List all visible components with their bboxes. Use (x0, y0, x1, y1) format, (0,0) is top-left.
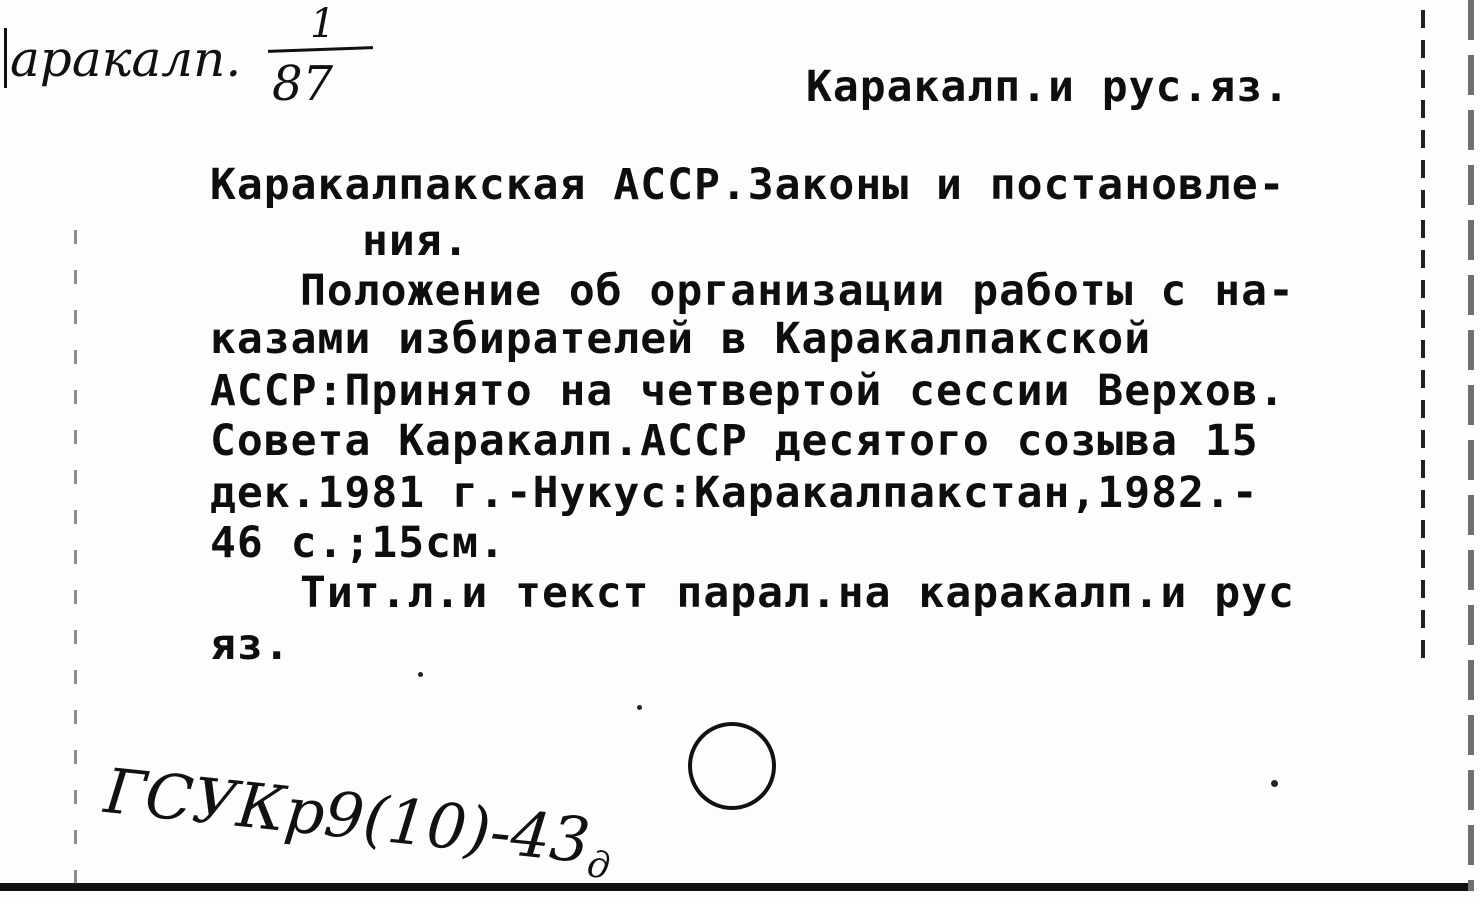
body-line: 46 с.;15см. (210, 518, 506, 568)
card-left-margin-line (74, 230, 77, 890)
card-right-border (1421, 10, 1425, 660)
heading-line-1: Каракалпакская АССР.Законы и постановле- (210, 160, 1286, 210)
heading-line-2: ния. (362, 216, 470, 266)
body-line: АССР:Принято на четвертой сессии Верхов. (210, 366, 1286, 416)
body-line: дек.1981 г.-Нукус:Каракалпакстан,1982.- (210, 468, 1259, 518)
speck (418, 672, 423, 677)
handwritten-bracket (4, 28, 7, 88)
note-line-1: Тит.л.и текст парал.на каракалп.и рус (300, 568, 1295, 618)
speck (1271, 780, 1278, 787)
body-line: Положение об организации работы с на- (300, 266, 1295, 316)
language-note: Каракалп.и рус.яз. (806, 62, 1290, 112)
fraction-bar (268, 46, 373, 53)
handwritten-shelf-code: $ГСУКр9(10)-43_д$ (100, 754, 613, 888)
fraction-numerator: 1 (310, 1, 336, 47)
body-line: казами избирателей в Каракалпакской (210, 314, 1152, 364)
handwritten-language-label: аракалп. (10, 30, 242, 88)
fraction-denominator: 87 (272, 56, 334, 112)
punch-hole (688, 722, 776, 810)
note-line-2: яз. (210, 620, 291, 670)
card-outer-edge (1468, 0, 1474, 891)
body-line: Совета Каракалп.АССР десятого созыва 15 (210, 416, 1259, 466)
speck (637, 705, 642, 710)
card-bottom-border (0, 883, 1468, 891)
